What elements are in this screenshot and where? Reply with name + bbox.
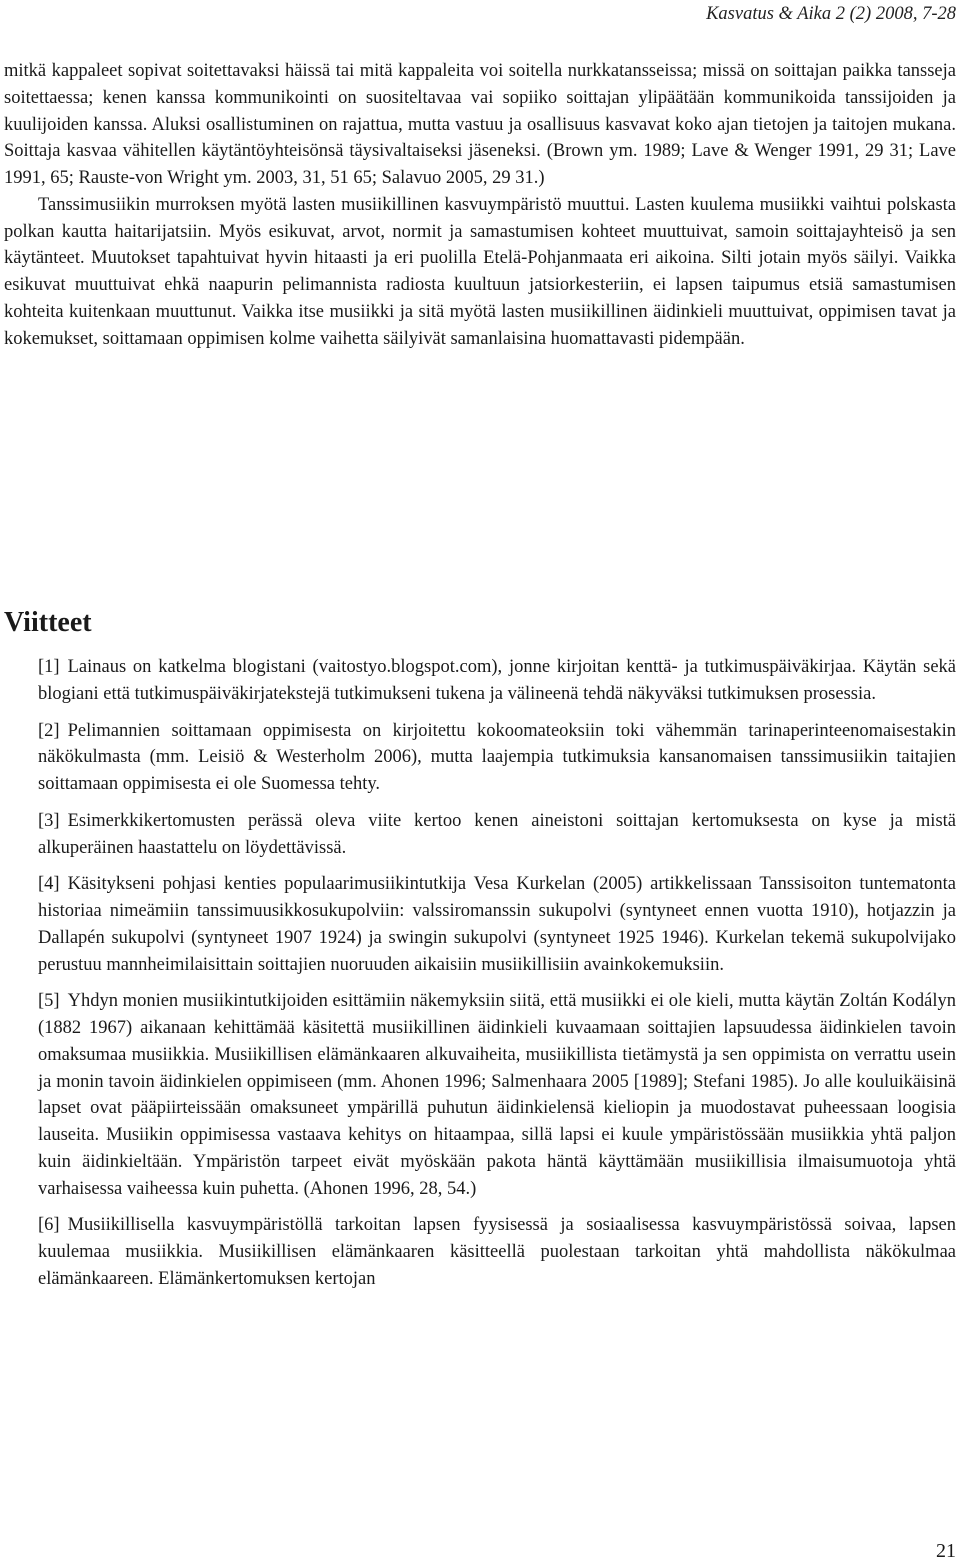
- reference-5: [38, 988, 956, 1202]
- reference-number: [3]: [38, 810, 60, 831]
- references-heading: Viitteet: [4, 607, 92, 638]
- page-number: 21: [936, 1540, 956, 1562]
- reference-4: [38, 871, 956, 978]
- paragraph-2: Tanssimusiikin murroksen myötä lasten musiikillinen kasvuympäristö muuttui. Lasten kuulema musiikki vaihtui polskasta polkan kautta haitarijatsiin. Myös esikuvat, arvot, normit ja samastumisen kohteet muuttuivat, samoin soittajayhteisö ja sen käytänteet. Muutokset tapahtuivat hyvin hitaasti ja eri puolilla Etelä-Pohjanmaata eri aikoina. Silti jotain myös säilyi. Vaikka esikuvat muuttuivat ehkä naapurin pelimannista radiosta kuultuun jatsiorkesteriin, ei lapsen taipumus etsiä samastumisen kohteita kuitenkaan muuttunut. Vaikka itse musiikki ja sitä myötä lasten musiikillinen äidinkieli muuttuivat, oppimisen tavat ja kokemukset, soittamaan oppimisen kolme vaihetta säilyivät samanlaisina huomattavasti pidempään.: [4, 194, 956, 349]
- paragraph-1: mitkä kappaleet sopivat soitettavaksi häissä tai mitä kappaleita voi soitella nurkkatansseissa; missä on soittajan paikka tansseja soitettaessa; kenen kanssa kommunikointi on suositeltavaa vai sopiiko soittajan ylipäätään kommunikoida tanssijoiden ja kuulijoiden kanssa. Aluksi osallistuminen on rajattua, mutta vastuu ja osallisuus kasvavat koko ajan tietojen ja taitojen mukana. Soittaja kasvaa vähitellen käytäntöyhteisönsä täysivaltaiseksi jäseneksi. (Brown ym. 1989; Lave & Wenger 1991, 29 31; Lave 1991, 65; Rauste-von Wright ym. 2003, 31, 51 65; Salavuo 2005, 29 31.): [4, 61, 956, 188]
- reference-number: [2]: [38, 720, 60, 741]
- reference-number: [1]: [38, 657, 60, 677]
- running-header: Kasvatus & Aika 2 (2) 2008, 7-28: [706, 4, 956, 24]
- references-list: [38, 654, 956, 1303]
- reference-1: [38, 654, 956, 708]
- reference-6: [38, 1212, 956, 1292]
- reference-2: [38, 718, 956, 798]
- reference-text: Käsitykseni pohjasi kenties populaarimusiikintutkija Vesa Kurkelan (2005) artikkelissaan Tanssisoiton tuntematonta historiaa nimeämiin tanssimuusikkosukupolviin: valssiromanssin sukupolvi (syntyneet ennen vuotta 1910), hotjazzin ja Dallapén sukupolvi (syntyneet 1907 1924) ja swingin sukupolvi (syntyneet 1925 1946). Kurkelan tekemä sukupolvijako perustuu mannheimilaisittain soittajien nuoruuden aikaisiin musiikillisiin avainkokemuksiin.: [38, 874, 956, 975]
- reference-number: [5]: [38, 991, 60, 1012]
- document-page: [4, 0, 956, 1564]
- reference-3: [38, 808, 956, 862]
- reference-text: Esimerkkikertomusten perässä oleva viite kertoo kenen aineistoni soittajan kertomuksesta on kyse ja mistä alkuperäinen haastattelu on löydettävissä.: [38, 810, 956, 858]
- reference-text: Musiikillisella kasvuympäristöllä tarkoitan lapsen fyysisessä ja sosiaalisessa kasvuympäristössä soivaa, lapsen kuulemaa musiikkia. Musiikillisen elämänkaaren käsitteellä puolestaan tarkoitan yhtä mahdollista näkökulmaa elämänkaareen. Elämänkertomuksen kertojan: [38, 1215, 956, 1289]
- reference-number: [4]: [38, 874, 60, 895]
- reference-text: Lainaus on katkelma blogistani (vaitostyo.blogspot.com), jonne kirjoitan kenttä- ja tutkimuspäiväkirjaa. Käytän sekä blogiani että tutkimuspäiväkirjatekstejä tutkimukseni tukena ja välineenä tehdä näkyväksi tutkimuksen prosessia.: [38, 657, 956, 704]
- reference-text: Pelimannien soittamaan oppimisesta on kirjoitettu kokoomateoksiin toki vähemmän tarinaperinteenomaisestakin näkökulmasta (mm. Leisiö & Westerholm 2006), mutta laajempia tutkimuksia kansanomaisen tanssimusiikin taitajien soittamaan oppimisesta ei ole Suomessa tehty.: [38, 720, 956, 794]
- body-text: [4, 58, 956, 352]
- reference-number: [6]: [38, 1215, 60, 1236]
- reference-text: Yhdyn monien musiikintutkijoiden esittämiin näkemyksiin siitä, että musiikki ei ole kieli, mutta käytän Zoltán Kodályn (1882 1967) aikanaan kehittämää käsitettä musiikillinen äidinkieli kuvaamaan soittajien lapsuudessa äidinkielen tavoin omaksumaa musiikkia. Musiikillisen elämänkaaren alkuvaiheita, musiikillista tietämystä ja sen oppimista on verrattu usein ja monin tavoin äidinkielen oppimiseen (mm. Ahonen 1996; Salmenhaara 2005 [1989]; Stefani 1985). Jo alle kouluikäisinä lapset ovat pääpiirteissään omaksuneet ympärillä puhutun äidinkielensä kieliopin ja muodostavat puheessaan loogisia lauseita. Musiikin oppimisessa vastaava kehitys on hitaampaa, sillä lapsi ei kuule ympäristössään musiikkia yhtä paljon kuin äidinkieltään. Ympäristön tarpeet eivät myöskään pakota häntä käyttämään musiikillisia ilmaisumuotoja yhtä varhaisessa vaiheessa kuin puhetta. (Ahonen 1996, 28, 54.): [38, 991, 956, 1199]
